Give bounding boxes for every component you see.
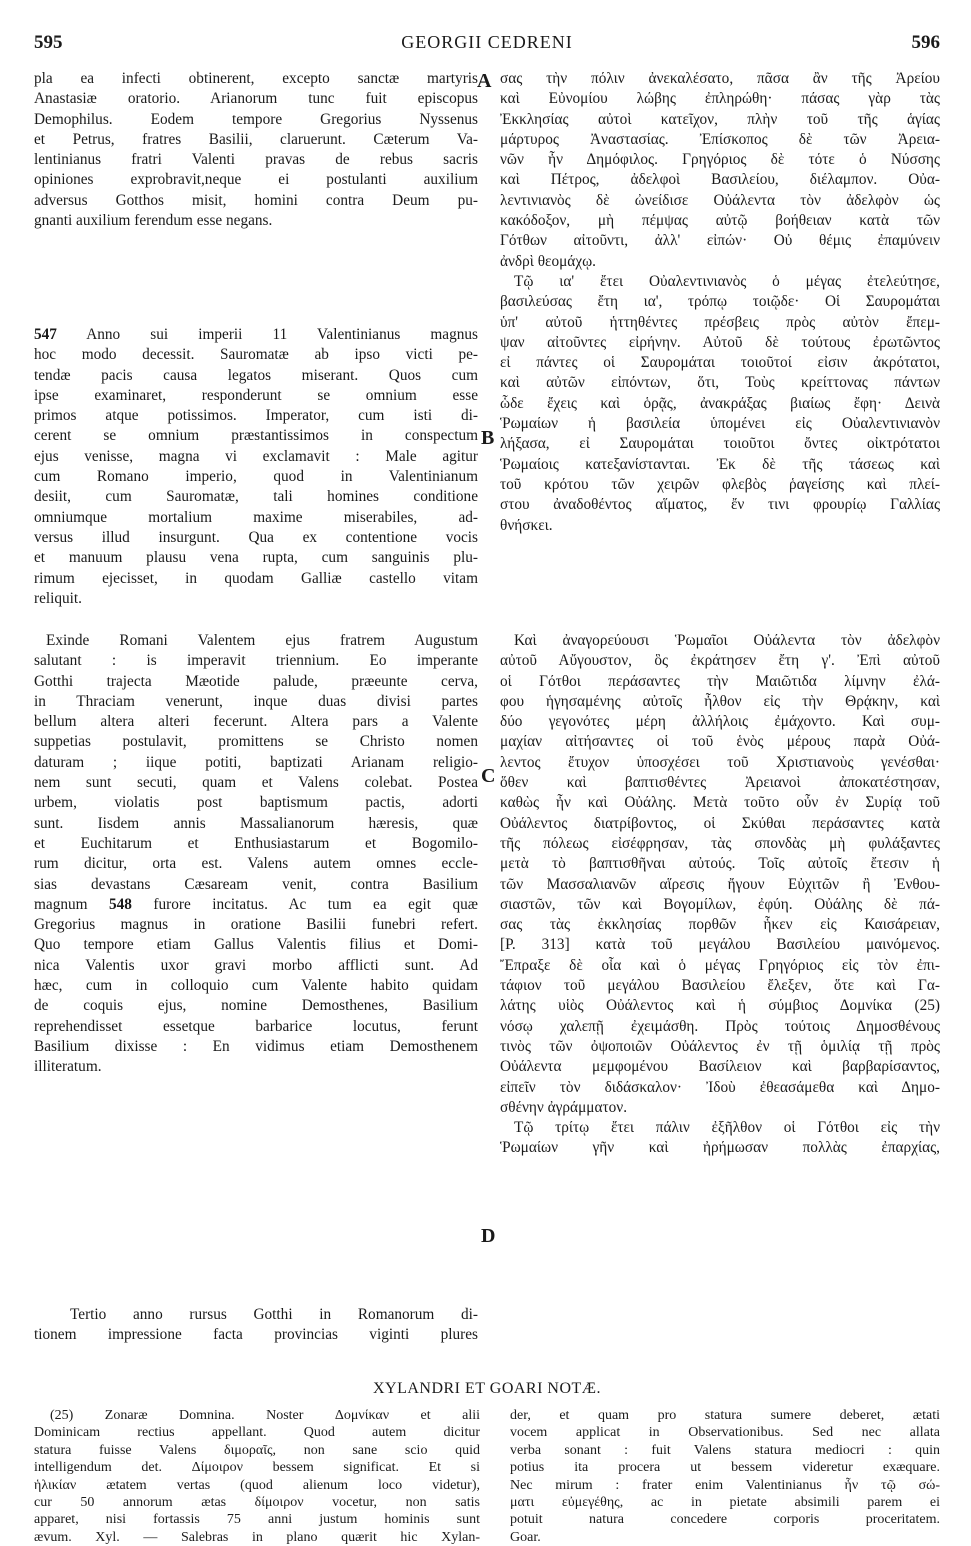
note-line: Dominicam rectius appellant. Quod autem dicitur (34, 1425, 480, 1441)
notes-right-column (510, 1407, 940, 1546)
text-line: ψαν αἰτοῦντες εἰρήνην. Αὐτοῦ δὲ τούτους ἐρωτῶντος (500, 333, 940, 351)
notes-title: XYLANDRI ET GOARI NOTÆ. (372, 1380, 602, 1397)
note-line: Goar. (510, 1529, 541, 1545)
note-line: Nec mirum : frater enim Valentinianus ἦν τῷ σώ- (510, 1477, 940, 1493)
text-line: Anastasiæ oratorio. Arianorum tunc fuit episcopus (34, 90, 478, 108)
text-line: νόσῳ χαλεπῇ ἐχειμάσθη. Πρὸς τούτοις Δημοσθένους (500, 1017, 940, 1035)
text-line: τινὸς τῶν ὀψοποιῶν Οὐάλεντος ἐν τῇ ὁμιλίᾳ τῇ πρὸς (500, 1037, 940, 1055)
text-line: Ῥωμαίοις κατεξανίστανται. Ἐκ δὲ τῆς τάσεως καὶ (500, 455, 940, 473)
text-line: λεντος ἔτυχον ὑποσχέσει τοῦ Χριστιανοὺς γενέσθαι· (500, 753, 940, 771)
text-line: ὧδε ἔχεις καὶ ὁρᾷς, ἀνακράξας βιαίως ἔφη· Δεινὰ (500, 394, 940, 412)
text-line: Οὐάλεντα μεμφομένου Βασίλειον καὶ βαρβαρίσαντος, (500, 1058, 940, 1076)
note-line: ἡλικίαν ætatem vertas (quod alienum loco videtur), (34, 1477, 480, 1493)
text-line: sunt. Iisdem annis Massalianorum hæresis, quæ (34, 814, 478, 832)
text-line: καθὼς ἦν καὶ Οὐάλης. Μετὰ τοῦτο οὖν ἐν Συρίᾳ τοῦ (500, 794, 940, 812)
text-line: urbem, violatis post baptismum pactis, adorti (34, 794, 478, 812)
text-line: [P. 313] κατὰ τοῦ μεγάλου Βασιλείου μαινόμενος. (500, 936, 940, 954)
text-line: et Petrus, fratres Basilii, claruerunt. Cæterum Va- (34, 130, 478, 148)
margin-letter-c: C (481, 765, 496, 787)
latin-paragraph-2 (34, 325, 478, 609)
text-line: Gregorius magnus in oratione Basilii funebri refert. (34, 916, 478, 934)
greek-paragraph-1 (500, 69, 940, 272)
note-line: potius ita procera ut bessem videretur exæquare. (510, 1460, 940, 1476)
text-line: σιαστῶν, τῶν καὶ Βογομίλων, ἐφύη. Οὐάλης δὲ πά- (500, 895, 940, 913)
text-line: μαχίαν αἰτήσαντες οἱ τοῦ ἑνὸς μέρους παρὰ Οὐά- (500, 733, 940, 751)
latin-column (34, 69, 478, 231)
greek-paragraph-3 (500, 631, 940, 1118)
text-line: Καὶ ἀναγορεύουσι Ῥωμαῖοι Οὐάλεντα τὸν ἀδελφὸν (514, 632, 940, 649)
text-line: desiit, cum Sauromatæ, tali homines conditione (34, 488, 478, 506)
text-line: et Euchitarum et Enthusiastarum et Bogomilo- (34, 834, 478, 852)
text-line: Ῥωμαίων γῆν καὶ ἠρήμωσαν πολλὰς ἐπαρχίας, (500, 1139, 940, 1157)
note-line: (25) Zonaræ Domnina. Noster Δομνίκαν et alii (50, 1408, 480, 1423)
text-line: reprehendisset essetque barbarice locutus, ferunt (34, 1017, 478, 1035)
text-line: tendæ pacis causa legatos miserant. Quos cum (34, 366, 478, 384)
text-line: salutant : is imperavit triennium. Eo imperante (34, 652, 478, 670)
text-line: Οὐάλεντος διατρίβοντος, οἱ Σκύθαι περάσαντες κατὰ (500, 814, 940, 832)
text-line: νῶν ἦν Δημόφιλος. Γρηγόριος δὲ τότε ὁ Νύσσης (500, 151, 940, 169)
text-line: omniumque mortalium maxime miserabiles, ad- (34, 508, 478, 526)
text-line: λεντινιανὸς δὲ ὠνείδισε Οὐάλεντα τὸν ἀδελφὸν ὡς (500, 191, 940, 209)
text-line: Anno sui imperii 11 Valentinianus magnus (56, 326, 478, 343)
section-number-548: 548 (109, 895, 132, 913)
text-line: μετὰ τὸ βαπτισθῆναι αὐτούς. Τοῖς αὐτοῖς ἔτεσιν ἡ (500, 855, 940, 873)
text-line: rimum ejecisset, in quodam Galliæ castello vitam (34, 569, 478, 587)
text-line: Demophilus. Eodem tempore Gregorius Nyssenus (34, 110, 478, 128)
note-line: verba sonant : fuit Valens statura mediocri : quin (510, 1442, 940, 1458)
text-line: adversus Gotthos misit, homini contra Deum pu- (34, 191, 478, 209)
running-title: GEORGII CEDRENI (401, 32, 573, 52)
text-line: αὐτοῦ Αὔγουστον, ὃς ἐκράτησεν ἔτη γ'. Ἐπὶ αὐτοῦ (500, 652, 940, 670)
greek-section-valens (500, 631, 940, 1159)
latin-section-valens (34, 631, 478, 1078)
text-line: versus illud insurgunt. Qua ex contentione vocis (34, 528, 478, 546)
text-line: hoc modo decessit. Sauromatæ ab ipso victi pe- (34, 346, 478, 364)
text-line: illiteratum. (34, 1058, 102, 1076)
text-line: Ἔπραξε δὲ οἷα καὶ ὁ μέγας Γρηγόριος εἰς τὸν ἐπι- (500, 956, 940, 974)
text-line: nem sunt secuti, quam et Valens colebat. Postea (34, 774, 478, 792)
greek-column (500, 69, 940, 536)
text-line: tionem impressione facta provincias viginti plures (34, 1326, 478, 1344)
text-line: et manuum plausu vena rupta, cum sanguinis plu- (34, 549, 478, 567)
text-line: magnum (34, 895, 109, 913)
text-line: furore incitatus. Ac tum ea egit quæ (131, 895, 478, 913)
note-line: cur 50 annorum ætas δίμοιρον vocetur, non satis (34, 1495, 480, 1511)
text-line: hæc, cum in colloquio cum Valente habito quidam (34, 977, 478, 995)
text-line: Τῷ τρίτῳ ἔτει πάλιν ἐξῆλθον οἱ Γότθοι εἰς τὴν (514, 1119, 940, 1137)
latin-paragraph-1 (34, 69, 478, 231)
text-line: Γότθων αἰτοῦντι, ἀλλ' εἰπών· Οὐ θέμις ἐπαμύνειν (500, 232, 940, 250)
note-line: ævum. Xyl. — Salebras in plano quærit hic Xylan- (34, 1529, 480, 1545)
text-line: Quo tempore etiam Gallus Valentis filius et Domi- (34, 936, 478, 954)
note-line: der, et quam pro statura sumere deberet, ætati (510, 1408, 940, 1423)
text-line: Gotthi trajecta Mæotide palude, præeunte cerva, (34, 672, 478, 690)
text-line: Ἐκκλησίας αὐτοὶ κατεῖχον, πλὴν τοῦ τῆς ἁγίας (500, 110, 940, 128)
text-line: cerent se omnium præstantissimos in conspectum (34, 427, 478, 445)
text-line: τῆς πόλεως εἰσέφρησαν, τὰς σπονδὰς μὴ φυλάξαντες (500, 834, 940, 852)
text-line: βασιλεύσας ἔτη ια', τρόπῳ τοιῷδε· Οἱ Σαυρομάται (500, 293, 940, 311)
text-line: ejus venisse, magna vi exclamavit : Male agitur (34, 447, 478, 465)
margin-letter-a: A (477, 70, 492, 92)
text-line: Tertio anno rursus Gotthi in Romanorum di- (70, 1306, 478, 1323)
margin-letter-d: D (481, 1225, 496, 1247)
text-line: Basilium dixisse : En vidimus etiam Demosthenem (34, 1037, 478, 1055)
note-line: intelligendum det. Δίμοιρον bessem significat. Et si (34, 1460, 480, 1476)
text-line: μάρτυρος Ἀναστασίας. Ἐπίσκοπος δὲ τῶν Ἀρεια- (500, 130, 940, 148)
text-line: εἰ πάντες οἱ Σαυρομάται τοιοῦτοί εἰσιν ἀκρότατοι, (500, 354, 940, 372)
text-line: rum dicitur, orta est. Valens autem omnes eccle- (34, 855, 478, 873)
note-line: apparet, nisi fortassis 75 anni justum hominis sunt (34, 1512, 480, 1528)
latin-paragraph-3 (34, 631, 478, 1078)
text-line: καὶ αὐτῶν εἰπόντων, ὅτι, Τοὺς κρείττονας πάντων (500, 374, 940, 392)
text-line: lentinianus fratri Valenti pravas de rebus sacris (34, 151, 478, 169)
note-line: potuit natura concedere corporis proceritatem. (510, 1512, 940, 1528)
margin-letter-b: B (481, 427, 495, 449)
text-line: ὅθεν καὶ βαπτισθέντες Ἀρειανοὶ ἀποκατέστησαν, (500, 774, 940, 792)
note-line: vocem applicat in Observationibus. Sed nec allata (510, 1425, 940, 1441)
latin-paragraph-4 (34, 1305, 478, 1346)
text-line: reliquit. (34, 589, 83, 607)
text-line: λάτης υἱὸς Οὐάλεντος καὶ ἡ σύμβιος Δομνίκα (25) (500, 997, 940, 1015)
latin-section-547 (34, 325, 478, 609)
text-line: σθένην ἀγράμματον. (500, 1098, 628, 1116)
note-line: statura fuisse Valens διμοραῖς, non sane scio quid (34, 1442, 480, 1458)
text-line: ἀνδρὶ θεομάχῳ. (500, 252, 597, 270)
greek-paragraph-4 (500, 1118, 940, 1159)
text-line: σας τὰς ἐκκλησίας πορθῶν ἧκεν εἰς Καισάρειαν, (500, 916, 940, 934)
text-line: θνήσκει. (500, 516, 553, 534)
text-line: φου ἡγησαμένης αὐτοῖς ἦλθον εἰς τὴν Θρᾴκην, καὶ (500, 692, 940, 710)
text-line: daturam ; iique potiti, baptizati Arianam religio- (34, 753, 478, 771)
text-line: in Thraciam venerunt, inque duas divisi partes (34, 692, 478, 710)
page-number-left: 595 (34, 32, 63, 53)
text-line: Τῷ ια' ἔτει Οὐαλεντινιανὸς ὁ μέγας ἐτελεύτησε, (514, 272, 940, 290)
text-line: κακόδοξον, μὴ πέμψας αὐτῷ βοήθειαν κατὰ τῶν (500, 212, 940, 230)
text-line: cum Romano imperio, quod in Valentinianum (34, 468, 478, 486)
text-line: τῶν Μασσαλιανῶν αἵρεσις ἤγουν Εὐχιτῶν ἢ Ἐνθου- (500, 875, 940, 893)
text-line: gnanti auxilium ferendum esse negans. (34, 212, 273, 230)
text-line: καὶ Εὐνομίου λώβης ἐπληρώθη· πάσας γὰρ τὰς (500, 90, 940, 108)
text-line: σας τὴν πόλιν ἀνεκαλέσατο, πᾶσα ἂν τῆς Ἀρείου (500, 70, 940, 87)
text-line: οἱ Γότθοι περάσαντες τὴν Μαιῶτιδα λίμνην ἐλά- (500, 672, 940, 690)
latin-section-third-year (34, 1305, 478, 1346)
notes-left-column (34, 1407, 480, 1546)
text-line: τάφιον τοῦ μεγάλου Βασιλείου ἔλεξεν, ὅτε καὶ Γα- (500, 977, 940, 995)
section-number-547: 547 (34, 326, 57, 343)
text-line: λήξασα, εἰ Σαυρομάται τοιοῦτοι ὄντες οἰκτρότατοι (500, 435, 940, 453)
text-line: primos atque potissimos. Imperator, cum isti di- (34, 407, 478, 425)
text-line: nica Valentis uxor gravi morbo afflicti sunt. Ad (34, 956, 478, 974)
text-line: pla ea infecti obtinerent, excepto sanctæ martyris (34, 70, 478, 87)
text-line: δύο γεγονότες μέρη ἀλλήλοις ἐμάχοντο. Καὶ συμ- (500, 713, 940, 731)
text-line: ὑπ' αὐτοῦ ἡττηθέντες πρέσβεις πρὸς αὐτὸν ἔπεμ- (500, 313, 940, 331)
text-line: sias devastans Cæsaream venit, contra Basilium (34, 875, 478, 893)
text-line: bellum altera alteri fecerunt. Altera pars a Valente (34, 713, 478, 731)
text-line: τοῦ κρότου τῶν χειρῶν φλεβὸς ῥαγείσης καὶ πλεί- (500, 475, 940, 493)
text-line: ipse examinaret, responderunt se omnium esse (34, 386, 478, 404)
text-line: στου ἀναδοθέντος αἵματος, ἔν τινι φρουρίῳ Γαλλίας (500, 496, 940, 514)
page-header (34, 32, 940, 62)
text-line: εἰπεῖν τὸν διδάσκαλον· Ἰδοὺ ἐθεασάμεθα καὶ Δημο- (500, 1078, 940, 1096)
text-line: καὶ Πέτρος, ἀδελφοὶ Βασιλείου, διέλαμπον. Οὐα- (500, 171, 940, 189)
text-line: de coquis ejus, nomine Demosthenes, Basilium (34, 997, 478, 1015)
page-number-right: 596 (911, 32, 940, 53)
text-line: Exinde Romani Valentem ejus fratrem Augustum (46, 632, 478, 649)
greek-paragraph-2 (500, 272, 940, 536)
text-line: suppetias postulavit, promittens se Christo nomen (34, 733, 478, 751)
text-line: Ῥωμαίων ἡ βασιλεία ὑπομένει εἰς Οὐαλεντινιανὸν (500, 415, 940, 433)
note-line: ματι εὐμεγέθης, ac in pietate absimili parem ei (510, 1495, 940, 1511)
text-line: opiniones exprobravit,neque ei postulanti auxilium (34, 171, 478, 189)
